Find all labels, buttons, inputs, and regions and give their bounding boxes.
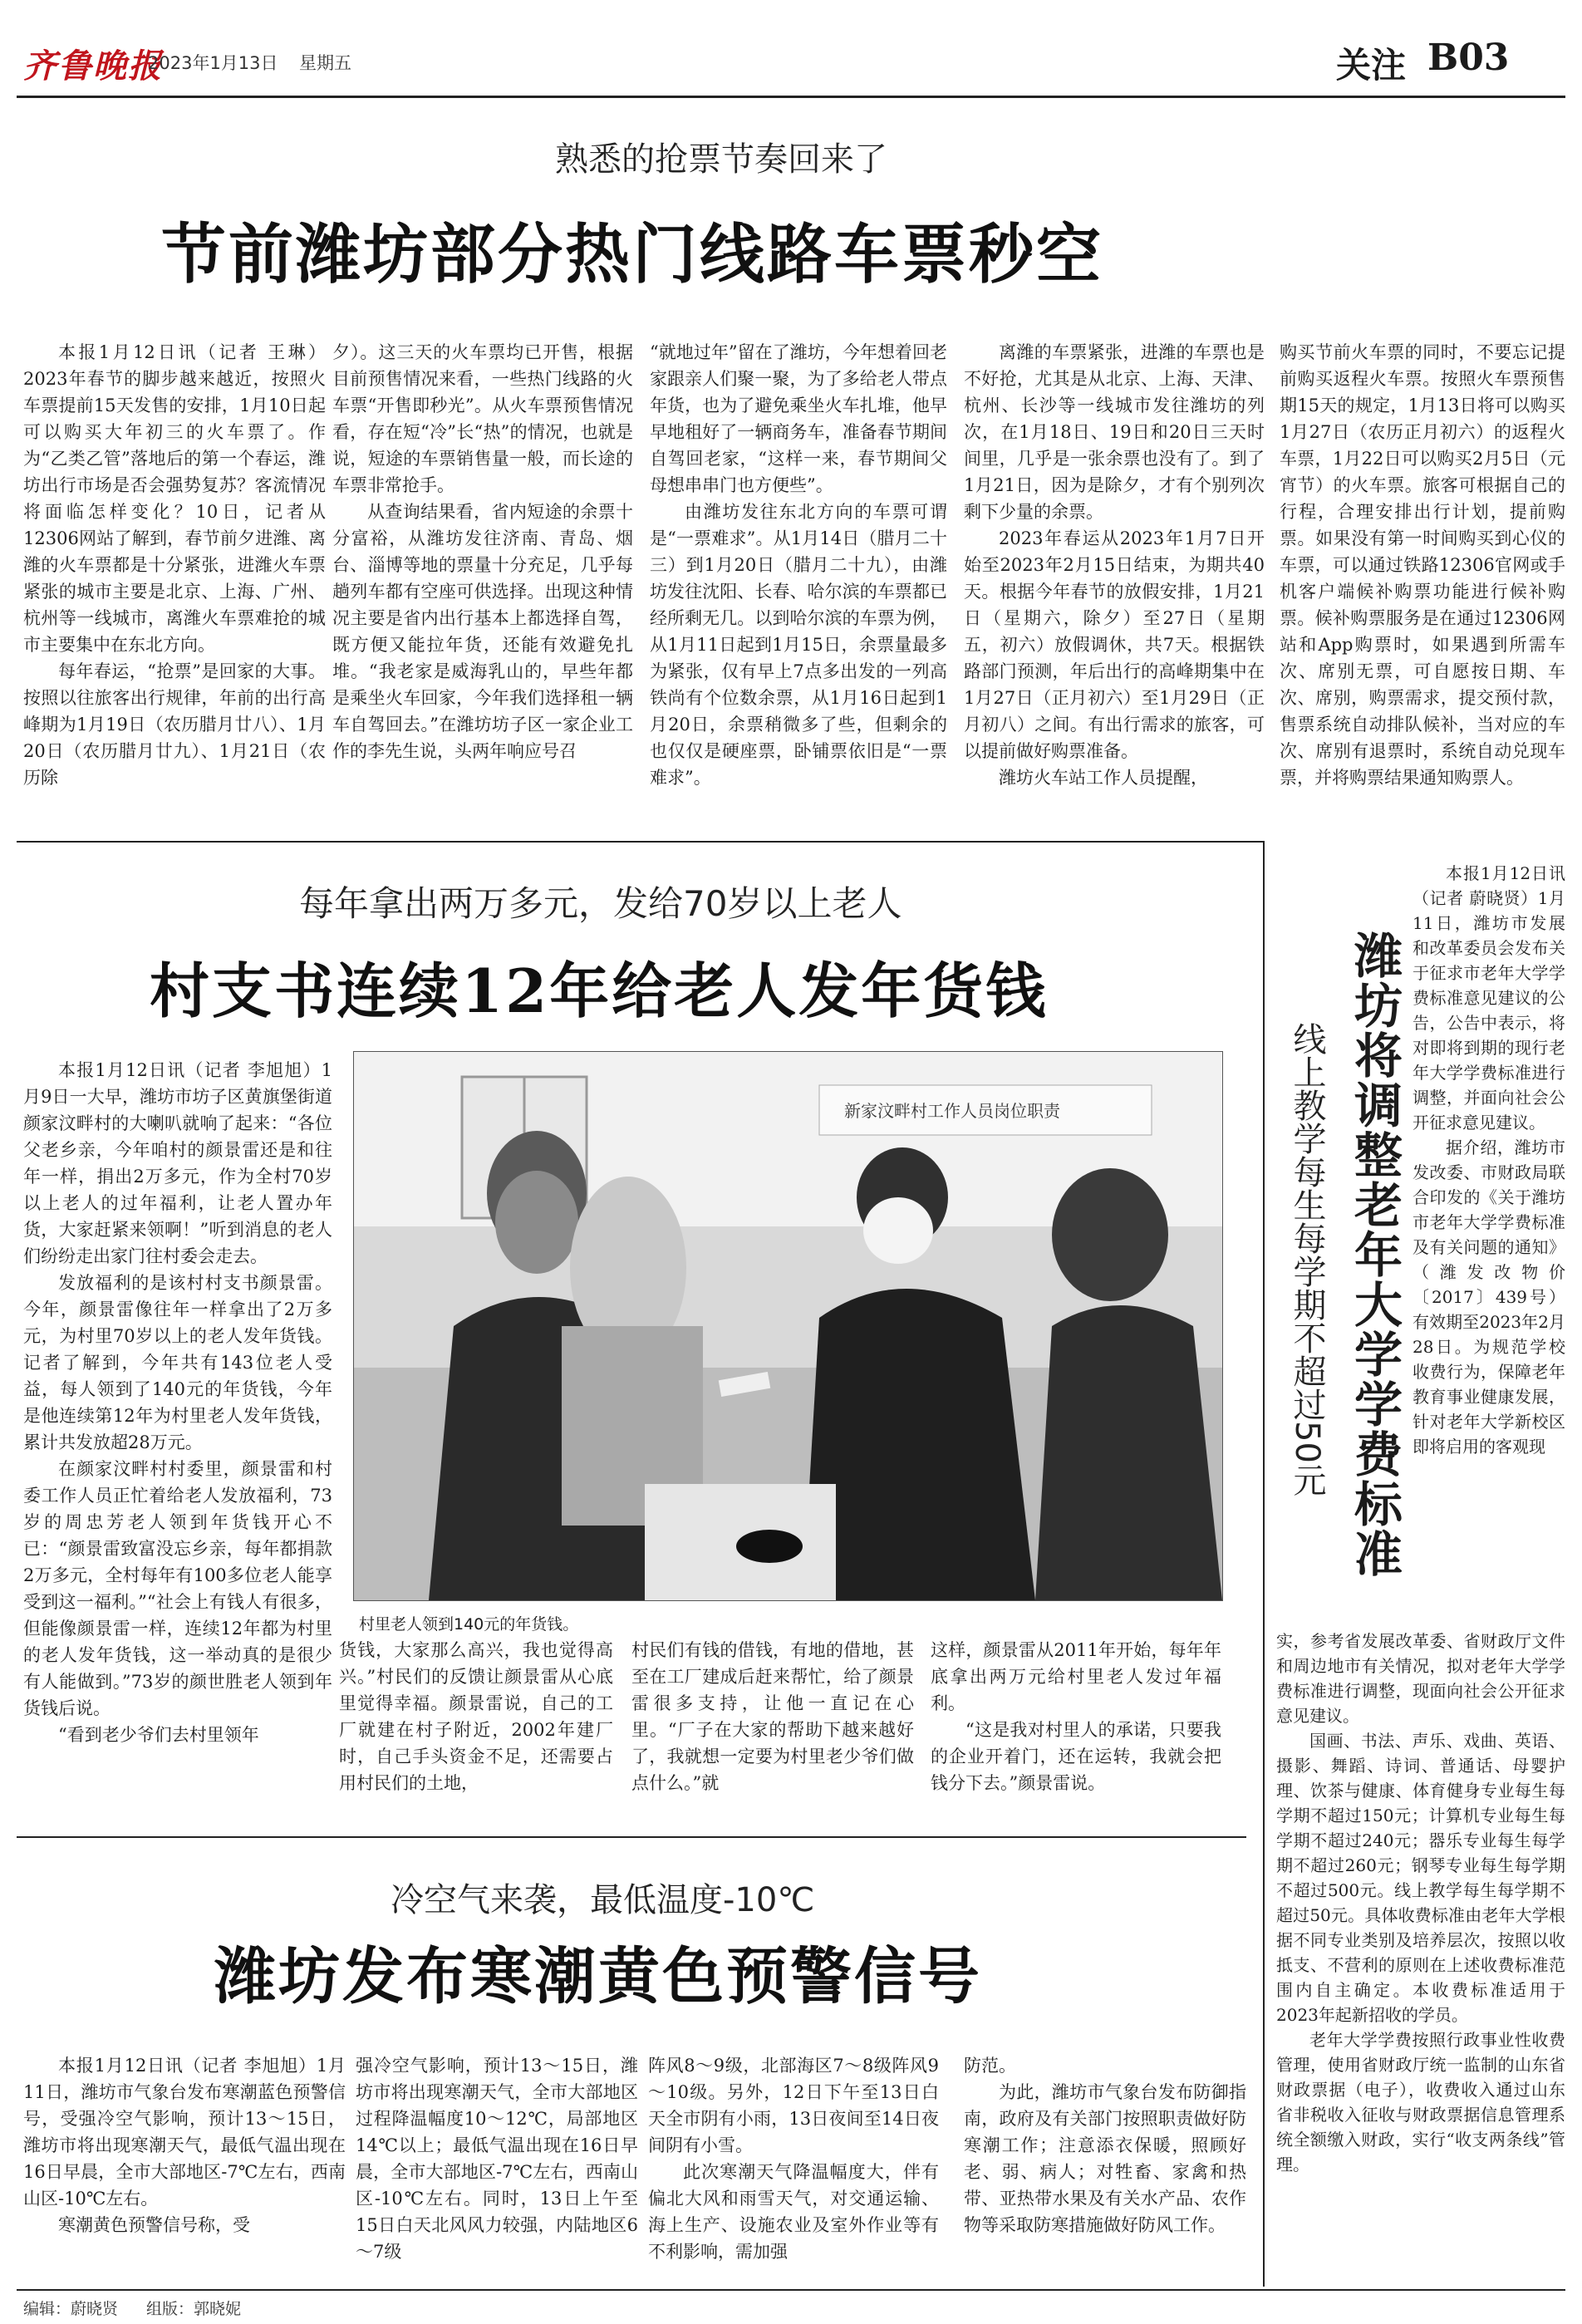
column-divider bbox=[1263, 841, 1265, 2287]
paragraph: 夕）。这三天的火车票均已开售，根据目前预售情况来看，一些热门线路的火车票“开售即秒光”。从火车票预售情况看，存在短“冷”长“热”的情况，也就是说，短途的车票销售量一般，而长途的车票非常抢手。 bbox=[332, 342, 633, 495]
paragraph: 村民们有钱的借钱，有地的借地，甚至在工厂建成后赶来帮忙，给了颜景雷很多支持，让他一直记在心里。“厂子在大家的帮助下越来越好了，我就想一定要为村里老少爷们做点什么。”就 bbox=[631, 1640, 914, 1793]
article2-column-2 bbox=[339, 1637, 613, 1803]
paragraph: “就地过年”留在了潍坊，今年想着回老家跟亲人们聚一聚，为了多给老人带点年货，也为了避免乘坐火车扎堆，他早早地租好了一辆商务车，准备春节期间自驾回老家，“这样一来，春节期间父母想串串门也方便些”。 bbox=[650, 342, 947, 495]
paragraph: 购买节前火车票的同时，不要忘记提前购买返程火车票。按照火车票预售期15天的规定，1月13日将可以购买1月27日（农历正月初六）的返程火车票，1月22日可以购买2月5日（元宵节）的火车票。旅客可根据自己的行程，合理安排出行计划，提前购票。如果没有第一时间购买到心仪的车票，可以通过铁路12306官网或手机客户端候补购票功能进行候补购票。候补购票服务是在通过12306网站和App购票时，如果遇到所需车次、席别无票，可自愿按日期、车次、席别，购票需求，提交预付款，售票系统自动排队候补，当对应的车次、席别有退票时，系统自动兑现车票，并将购票结果通知购票人。 bbox=[1280, 342, 1565, 788]
article2-column-1 bbox=[23, 1057, 332, 1805]
masthead-logo: 齐鲁晚报 bbox=[23, 47, 163, 86]
paragraph: 据介绍，潍坊市发改委、市财政局联合印发的《关于潍坊市老年大学学费标准及有关问题的通知》（潍发改物价〔2017〕439号）有效期至2023年2月28日。为规范学校收费行为，保障老年教育事业健康发展，针对老年大学新校区即将启用的客观现 bbox=[1412, 1137, 1565, 1457]
paragraph: 国画、书法、声乐、戏曲、英语、摄影、舞蹈、诗词、普通话、母婴护理、饮茶与健康、体育健身专业每生每学期不超过150元；计算机专业每生每学期不超过240元；器乐专业每生每学期不超过260元；钢琴专业每生每学期不超过500元。线上教学每生每学期不超过50元。具体收费标准由老年大学根据不同专业类别及培养层次，按照以收抵支、不营利的原则在上述收费标准范围内自主确定。本收费标准适用于2023年起新招收的学员。 bbox=[1276, 1731, 1565, 2025]
page-number: B03 bbox=[1427, 37, 1510, 79]
paragraph: 防范。 bbox=[964, 2056, 1016, 2076]
paragraph: 寒潮黄色预警信号称，受 bbox=[58, 2215, 250, 2235]
photo-illustration bbox=[354, 1052, 1222, 1600]
paragraph: “看到老少爷们去村里领年 bbox=[58, 1725, 259, 1745]
paragraph: 本报1月12日讯（记者 李旭旭）1月9日一大早，潍坊市坊子区黄旗堡街道颜家汶畔村的大喇叭就响了起来：“各位父老乡亲，今年咱村的颜景雷还是和往年一样，捐出2万多元，作为全村70岁以上老人的过年福利，让老人置办年货，大家赶紧来领啊！”听到消息的老人们纷纷走出家门往村委会走去。 bbox=[23, 1060, 332, 1266]
article3-column-4 bbox=[964, 2052, 1246, 2293]
paragraph: 老年大学学费按照行政事业性收费管理，使用省财政厅统一监制的山东省财政票据（电子），收费收入通过山东省非税收入征收与财政票据信息管理系统全额缴入财政，实行“收支两条线”管理。 bbox=[1276, 2030, 1565, 2174]
paragraph: 潍坊火车站工作人员提醒， bbox=[999, 768, 1208, 788]
article3-kicker: 冷空气来袭，最低温度-10℃ bbox=[391, 1881, 815, 1919]
article2-column-4 bbox=[931, 1637, 1221, 1803]
paragraph: 本报1月12日讯（记者 王琳）2023年春节的脚步越来越近，按照火车票提前15天发售的安排，1月10日起可以购买大年初三的火车票了。作为“乙类乙管”落地后的第一个春运，潍坊出行市场是否会强势复苏？客流情况将面临怎样变化？10日，记者从12306网站了解到，春节前夕进潍、离潍的火车票都是十分紧张，进潍火车票紧张的城市主要是北京、上海、广州、杭州等一线城市，离潍火车票难抢的城市主要集中在东北方向。 bbox=[23, 342, 326, 655]
paragraph: 这样，颜景雷从2011年开始，每年年底拿出两万元给村里老人发过年福利。 bbox=[931, 1640, 1221, 1713]
news-photo bbox=[353, 1051, 1223, 1601]
paragraph: 实，参考省发展改革委、省财政厅文件和周边地市有关情况，拟对老年大学学费标准进行调整，现面向社会公开征求意见建议。 bbox=[1276, 1631, 1565, 1726]
article3-column-2 bbox=[356, 2052, 638, 2293]
header-rule bbox=[17, 96, 1565, 98]
section-divider bbox=[17, 1836, 1246, 1838]
footer-rule bbox=[17, 2289, 1565, 2291]
paragraph: 发放福利的是该村村支书颜景雷。今年，颜景雷像往年一样拿出了2万多元，为村里70岁以上的老人发年货钱。记者了解到，今年共有143位老人受益，每人领到了140元的年货钱，今年是他连续第12年为村里老人发年货钱，累计共发放超28万元。 bbox=[23, 1273, 332, 1452]
article1-column-5 bbox=[1280, 339, 1565, 821]
article3-column-3 bbox=[648, 2052, 939, 2293]
paragraph: “这是我对村里人的承诺，只要我的企业开着门，还在运转，我就会把钱分下去。”颜景雷说。 bbox=[931, 1720, 1221, 1793]
section-divider bbox=[17, 841, 1263, 843]
article1-column-2 bbox=[332, 339, 633, 821]
article1-column-1 bbox=[23, 339, 326, 821]
article4-headline: 潍坊将调整老年大学学费标准 bbox=[1346, 931, 1403, 1579]
paragraph: 从查询结果看，省内短途的余票十分富裕，从潍坊发往济南、青岛、烟台、淄博等地的票量十分充足，几乎每趟列车都有空座可供选择。出现这种情况主要是省内出行基本上都选择自驾，既方便又能拉年货，还能有效避免扎堆。“我老家是威海乳山的，早些年都是乘坐火车回家，今年我们选择租一辆车自驾回去。”在潍坊坊子区一家企业工作的李先生说，头两年响应号召 bbox=[332, 502, 633, 761]
footer-editor: 编辑：蔚晓贤 bbox=[23, 2300, 119, 2318]
article3-column-1 bbox=[23, 2052, 346, 2293]
section-name: 关注 bbox=[1336, 45, 1407, 86]
article4-column-bottom bbox=[1276, 1629, 1565, 2289]
article2-column-3 bbox=[631, 1637, 914, 1803]
photo-caption: 村里老人领到140元的年货钱。 bbox=[359, 1615, 579, 1634]
paragraph: 为此，潍坊市气象台发布防御指南，政府及有关部门按照职责做好防寒潮工作；注意添衣保暖，照顾好老、弱、病人；对牲畜、家禽和热带、亚热带水果及有关水产品、农作物等采取防寒措施做好防风工作。 bbox=[964, 2082, 1246, 2235]
article4-subhead: 线上教学每生每学期不超过50元 bbox=[1288, 1022, 1326, 1496]
article3-headline: 潍坊发布寒潮黄色预警信号 bbox=[214, 1941, 982, 2012]
article1-column-3 bbox=[650, 339, 947, 821]
paragraph: 由潍坊发往东北方向的车票可谓是“一票难求”。从1月14日（腊月二十三）到1月20日（腊月二十九），由潍坊发往沈阳、长春、哈尔滨的车票都已经所剩无几。以到哈尔滨的车票为例，从1月11日起到1月15日，余票量最多为紧张，仅有早上7点多出发的一列高铁尚有个位数余票，从1月16日起到1月20日，余票稍微多了些，但剩余的也仅仅是硬座票，卧铺票依旧是“一票难求”。 bbox=[650, 502, 947, 788]
article1-headline: 节前潍坊部分热门线路车票秒空 bbox=[161, 217, 1104, 292]
paragraph: 此次寒潮天气降温幅度大，伴有偏北大风和雨雪天气，对交通运输、海上生产、设施农业及室外作业等有不利影响，需加强 bbox=[648, 2162, 939, 2262]
paragraph: 本报1月12日讯（记者 蔚晓贤）1月11日，潍坊市发展和改革委员会发布关于征求市老年大学学费标准意见建议的公告，公告中表示，将对即将到期的现行老年大学学费标准进行调整，并面向社会公开征求意见建议。 bbox=[1412, 863, 1565, 1133]
article4-column-top bbox=[1412, 861, 1565, 1625]
photo-sign-text: 新家汶畔村工作人员岗位职责 bbox=[844, 1101, 1060, 1121]
paragraph: 在颜家汶畔村村委里，颜景雷和村委工作人员正忙着给老人发放福利，73岁的周忠芳老人领到年货钱开心不已：“颜景雷致富没忘乡亲，每年都捐款2万多元，全村每年有100多位老人能享受到这一福利。”“社会上有钱人有很多，但能像颜景雷一样，连续12年都为村里的老人发年货钱，这一举动真的是很少有人能做到。”73岁的颜世胜老人领到年货钱后说。 bbox=[23, 1459, 332, 1718]
article1-kicker: 熟悉的抢票节奏回来了 bbox=[555, 140, 887, 179]
footer-layout-editor: 组版：郭晓妮 bbox=[146, 2300, 242, 2318]
article2-headline: 村支书连续12年给老人发年货钱 bbox=[150, 956, 1049, 1026]
paragraph: 每年春运，“抢票”是回家的大事。按照以往旅客出行规律，年前的出行高峰期为1月19日（农历腊月廿八）、1月20日（农历腊月廿九）、1月21日（农历除 bbox=[23, 661, 326, 788]
article1-column-4 bbox=[964, 339, 1265, 821]
article2-kicker: 每年拿出两万多元，发给70岁以上老人 bbox=[299, 883, 902, 924]
paragraph: 货钱，大家那么高兴，我也觉得高兴。”村民们的反馈让颜景雷从心底里觉得幸福。颜景雷说，自己的工厂就建在村子附近，2002年建厂时，自己手头资金不足，还需要占用村民们的土地， bbox=[339, 1640, 613, 1793]
paragraph: 强冷空气影响，预计13～15日，潍坊市将出现寒潮天气，全市大部地区过程降温幅度10～12℃，局部地区14℃以上；最低气温出现在16日早晨，全市大部地区-7℃左右，西南山区-10℃左右。同时，13日上午至15日白天北风风力较强，内陆地区6～7级 bbox=[356, 2056, 638, 2262]
paragraph: 本报1月12日讯（记者 李旭旭）1月11日，潍坊市气象台发布寒潮蓝色预警信号，受强冷空气影响，预计13～15日，潍坊市将出现寒潮天气，最低气温出现在16日早晨，全市大部地区-7℃左右，西南山区-10℃左右。 bbox=[23, 2056, 346, 2209]
paragraph: 离潍的车票紧张，进潍的车票也是不好抢，尤其是从北京、上海、天津、杭州、长沙等一线城市发往潍坊的列次，在1月18日、19日和20日三天时间里，几乎是一张余票也没有了。到了1月21日，因为是除夕，才有个别列次剩下少量的余票。 bbox=[964, 342, 1265, 522]
paragraph: 阵风8～9级，北部海区7～8级阵风9～10级。另外，12日下午至13日白天全市阴有小雨，13日夜间至14日夜间阴有小雪。 bbox=[648, 2056, 939, 2155]
issue-date: 2023年1月13日 bbox=[148, 53, 278, 73]
paragraph: 2023年春运从2023年1月7日开始至2023年2月15日结束，为期共40天。根据今年春节的放假安排，1月21日（星期六，除夕）至27日（星期五，初六）放假调休，共7天。根据铁路部门预测，年后出行的高峰期集中在1月27日（正月初六）至1月29日（正月初八）之间。有出行需求的旅客，可以提前做好购票准备。 bbox=[964, 528, 1265, 761]
issue-weekday: 星期五 bbox=[299, 53, 351, 73]
